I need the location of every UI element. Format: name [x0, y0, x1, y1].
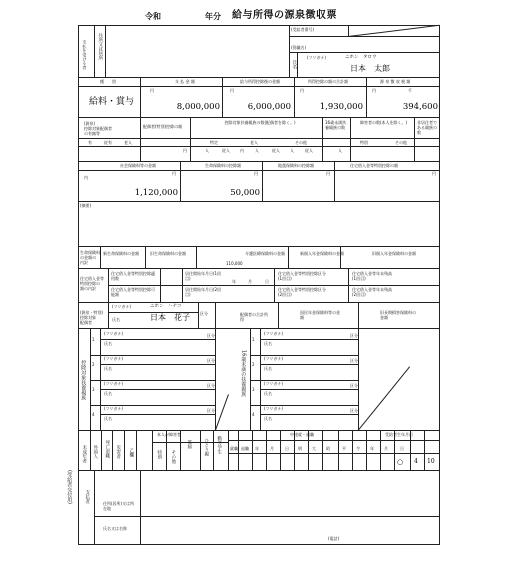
social-header: 社会保険料等の金額	[120, 163, 156, 168]
dependent-left-name-label: 氏名	[104, 341, 112, 346]
dependent-right-name-label: 氏名	[264, 391, 272, 396]
dep-unit-c: 内	[240, 148, 244, 153]
dependents-left-label: 控除対象扶養親族	[80, 360, 87, 400]
dep-unit-h: 人	[338, 148, 342, 153]
deduction-total: 1,930,000	[319, 102, 363, 112]
dependent-right-name-label: 氏名	[264, 341, 272, 346]
dependents-count-label: 控除対象扶養親族の数(配偶者を除く。)	[224, 120, 296, 125]
position-label: (役職名)	[291, 45, 307, 50]
dep-unit-e: 従人	[272, 148, 280, 153]
dependent-left-name-label: 氏名	[104, 391, 112, 396]
earthquake-header: 地震保険料の控除額	[278, 163, 314, 168]
summary-header-after: 給与所得控除後の金額	[240, 79, 280, 84]
bottom-foreigner: 外国人	[92, 445, 98, 459]
dep-sub-other: その他	[295, 140, 307, 145]
payment-amount: 8,000,000	[176, 102, 220, 112]
social-inner: 内	[84, 175, 88, 180]
birth-era-mark: ○	[397, 458, 404, 466]
bottom-birth-month: 月	[384, 446, 388, 451]
dependent-left-furigana-label: (フリガナ)	[104, 356, 123, 361]
bottom-widow: 寡婦	[186, 440, 192, 449]
summary-header-payment: 支 払 金 額	[175, 79, 195, 84]
bottom-mid-month: 月	[270, 446, 274, 451]
dependent-right-furigana-label: (フリガナ)	[264, 406, 283, 411]
life-unit: 円	[254, 171, 258, 176]
bottom-mid-leave: 退職	[241, 446, 249, 451]
bottom-disabled-other: その他	[170, 450, 176, 464]
bottom-mid-year: 年	[255, 446, 259, 451]
housing-item-8: 住宅借入金等年末残高(2回目)	[352, 287, 392, 297]
dependent-right-division: 区分	[350, 383, 358, 388]
dependent-right-division: 区分	[350, 358, 358, 363]
summary-unit: 円	[150, 88, 154, 93]
summary-header-type: 種 別	[100, 79, 116, 84]
nonresident-label: 非居住者である親族の数	[417, 120, 437, 136]
dependent-right-num-2: 2	[252, 362, 255, 367]
dependent-right-name-label: 氏名	[264, 416, 272, 421]
spouse-income-label: 配偶者の合計所得	[240, 312, 268, 323]
address-label: 住所又は居所	[97, 33, 103, 60]
dependent-left-division: 区分	[207, 383, 215, 388]
bottom-mid: 中途就・退職	[290, 432, 314, 437]
bottom-worker-student: 勤労学生	[216, 436, 222, 454]
dep-unit-f: 人	[290, 148, 294, 153]
life-breakdown-label: 生命保険料 の金額の 内訳	[80, 250, 100, 266]
bottom-disaster: 災害者	[115, 445, 121, 459]
summary-unit: 円	[230, 88, 234, 93]
dependent-right-furigana-label: (フリガナ)	[264, 356, 283, 361]
national-pension-label: 国民年金保険料等の金額	[300, 310, 340, 321]
dependent-left-num-1: 1	[92, 337, 95, 342]
care-note: 110,000	[226, 261, 243, 266]
dependent-left-name-label: 氏名	[104, 416, 112, 421]
summary-unit-thousand: 千	[408, 88, 412, 93]
care-label: 介護医療保険料の金額	[245, 251, 285, 256]
housing-item-1: 住宅借入金等特別控除適用数	[111, 271, 155, 281]
disabled-count-label: 障害者の数(本人を除く。)	[359, 120, 408, 125]
dep-unit-d: 人	[255, 148, 259, 153]
payee-side-label: 支払を受ける者	[82, 40, 88, 70]
quake-unit: 円	[326, 171, 330, 176]
new-life-label: 新生命保険料の金額	[103, 251, 139, 256]
bottom-otsu: 乙欄	[128, 448, 134, 457]
birth-value-a: 4	[414, 458, 418, 465]
dependent-right-division: 区分	[350, 333, 358, 338]
bottom-single-parent: ひとり親	[203, 438, 209, 456]
after-deduction-amount: 6,000,000	[247, 102, 291, 112]
dependents-right-label: 16歳未満の扶養親族	[240, 350, 247, 397]
disabled-sub-other: その他	[395, 140, 407, 145]
social-insurance-amount: 1,120,000	[134, 188, 178, 198]
era-label: 令和	[145, 11, 161, 21]
payee-furigana: ニホン タロウ	[345, 55, 377, 60]
housing-item-5: 住宅借入金等特別控除可能額	[111, 287, 155, 297]
payer-name-label: 氏名又は名称	[103, 526, 127, 531]
dep-unit-g: 従人	[305, 148, 313, 153]
under16-label: 16歳未満扶養親族の数	[325, 120, 347, 131]
dependent-left-furigana-label: (フリガナ)	[104, 331, 123, 336]
summary-header-deduction: 所得控除の額の合計額	[308, 79, 348, 84]
payee-name: 日本 太郎	[350, 64, 390, 73]
dependent-left-division: 区分	[207, 408, 215, 413]
remarks-label: (摘要)	[80, 203, 92, 208]
old-long-term-label: 旧長期損害保険料の金額	[380, 310, 416, 321]
dependent-left-num-4: 4	[92, 412, 95, 417]
dependent-left-name-label: 氏名	[104, 366, 112, 371]
bottom-minor: 未成年者	[81, 445, 87, 463]
bottom-death: 死亡退職	[104, 440, 110, 458]
dependent-left-furigana-label: (フリガナ)	[104, 406, 123, 411]
dependent-right-num-4: 4	[252, 412, 255, 417]
bottom-birth-reiwa: 令	[356, 446, 360, 451]
bottom-birth-year: 年	[370, 446, 374, 451]
recipient-no-label: (受給者番号)	[291, 27, 315, 32]
date-month: 月	[248, 279, 252, 284]
dependent-right-division: 区分	[350, 408, 358, 413]
dep-unit-b: 従人	[222, 148, 230, 153]
withholding-tax: 394,600	[402, 102, 438, 112]
name-label: 氏名	[291, 60, 297, 69]
payer-address-label: 住所(居所)又は所在地	[103, 501, 135, 512]
spouse-name-label: 氏名	[112, 317, 120, 322]
spouse-block-label: (源泉・特別) 控除対象 配偶者	[80, 310, 104, 326]
dep-unit-a: 人	[205, 148, 209, 153]
dependent-right-name-label: 氏名	[264, 366, 272, 371]
dependent-left-num-2: 2	[92, 362, 95, 367]
dep-sub-specific: 特定	[210, 140, 218, 145]
dependent-right-num-1: 1	[252, 337, 255, 342]
housing-item-6: 居住開始年月日(2回目)	[185, 287, 222, 297]
summary-unit: 円	[372, 88, 376, 93]
dependent-right-num-3: 3	[252, 387, 255, 392]
spouse-furigana-label: (フリガナ)	[112, 304, 131, 309]
bottom-disabled: 本人が障害者	[157, 432, 181, 437]
summary-unit: 円	[300, 88, 304, 93]
housing-item-4: 住宅借入金等年末残高(1回目)	[352, 271, 392, 281]
housing-item-2: 居住開始年月日(1回目)	[185, 271, 222, 281]
bottom-mid-day: 日	[285, 446, 289, 451]
bottom-birth-meiji: 明	[298, 446, 302, 451]
bottom-disabled-special: 特別	[156, 450, 162, 459]
bottom-birth-showa: 昭	[326, 446, 330, 451]
dependent-left-division: 区分	[207, 333, 215, 338]
bottom-birth-heisei: 平	[342, 446, 346, 451]
summary-header-tax: 源 泉 徴 収 税 額	[380, 79, 411, 84]
housing-header: 住宅借入金等特別控除の額	[350, 163, 398, 168]
spouse-sub-yes: 有	[88, 140, 92, 145]
income-type: 給料・賞与	[89, 97, 135, 107]
new-pension-label: 新個人年金保険料の金額	[300, 251, 344, 256]
dependent-left-furigana-label: (フリガナ)	[104, 381, 123, 386]
social-unit: 円	[172, 171, 176, 176]
birth-value-b: 10	[427, 458, 435, 465]
spouse-special-label: 配偶者(特別)控除の額	[143, 124, 183, 129]
housing-item-3: 住宅借入金等特別控除区分(1回目)	[278, 271, 326, 281]
furigana-label: (フリガナ)	[307, 55, 326, 60]
date-year: 年	[232, 279, 236, 284]
dependent-right-furigana-label: (フリガナ)	[264, 381, 283, 386]
copy-label: (受給者交付用)	[66, 470, 73, 504]
bottom-birth: 受給者生年月日	[385, 432, 413, 437]
spouse-presence-label: (源泉) 控除対象配偶者 の有無等	[84, 121, 112, 137]
life-header: 生命保険料の控除額	[205, 163, 241, 168]
form-title: 給与所得の源泉徴収票	[232, 10, 337, 21]
payer-phone: (電話)	[328, 536, 340, 541]
dep-sub-elder: 老人	[250, 140, 258, 145]
dependent-left-division: 区分	[207, 358, 215, 363]
housing-unit: 円	[432, 171, 436, 176]
dependent-left-num-3: 3	[92, 387, 95, 392]
old-pension-label: 旧個人年金保険料の金額	[372, 251, 416, 256]
housing-item-7: 住宅借入金等特別控除区分(2回目)	[278, 287, 326, 297]
spouse-sub-sub: 従有	[104, 140, 112, 145]
life-insurance-amount: 50,000	[230, 188, 260, 198]
dependent-right-furigana-label: (フリガナ)	[264, 331, 283, 336]
payer-label: 支払者	[84, 490, 90, 504]
spouse-name: 日本 花子	[150, 313, 190, 322]
bottom-birth-day: 日	[400, 446, 404, 451]
spouse-unit: 円	[183, 148, 187, 153]
disabled-sub-special: 特別	[360, 140, 368, 145]
spouse-sub-elder: 老人	[124, 140, 132, 145]
spouse-division: 区分	[200, 311, 208, 316]
bottom-birth-taisho: 大	[312, 446, 316, 451]
spouse-furigana: ニホン ハナコ	[150, 304, 182, 309]
bottom-mid-join: 就職	[230, 446, 238, 451]
date-day: 日	[265, 279, 269, 284]
housing-breakdown-label: 住宅借入金等 特別控除の 額の内訳	[80, 276, 104, 292]
old-life-label: 旧生命保険料の金額	[150, 251, 186, 256]
year-label: 年分	[205, 11, 221, 21]
